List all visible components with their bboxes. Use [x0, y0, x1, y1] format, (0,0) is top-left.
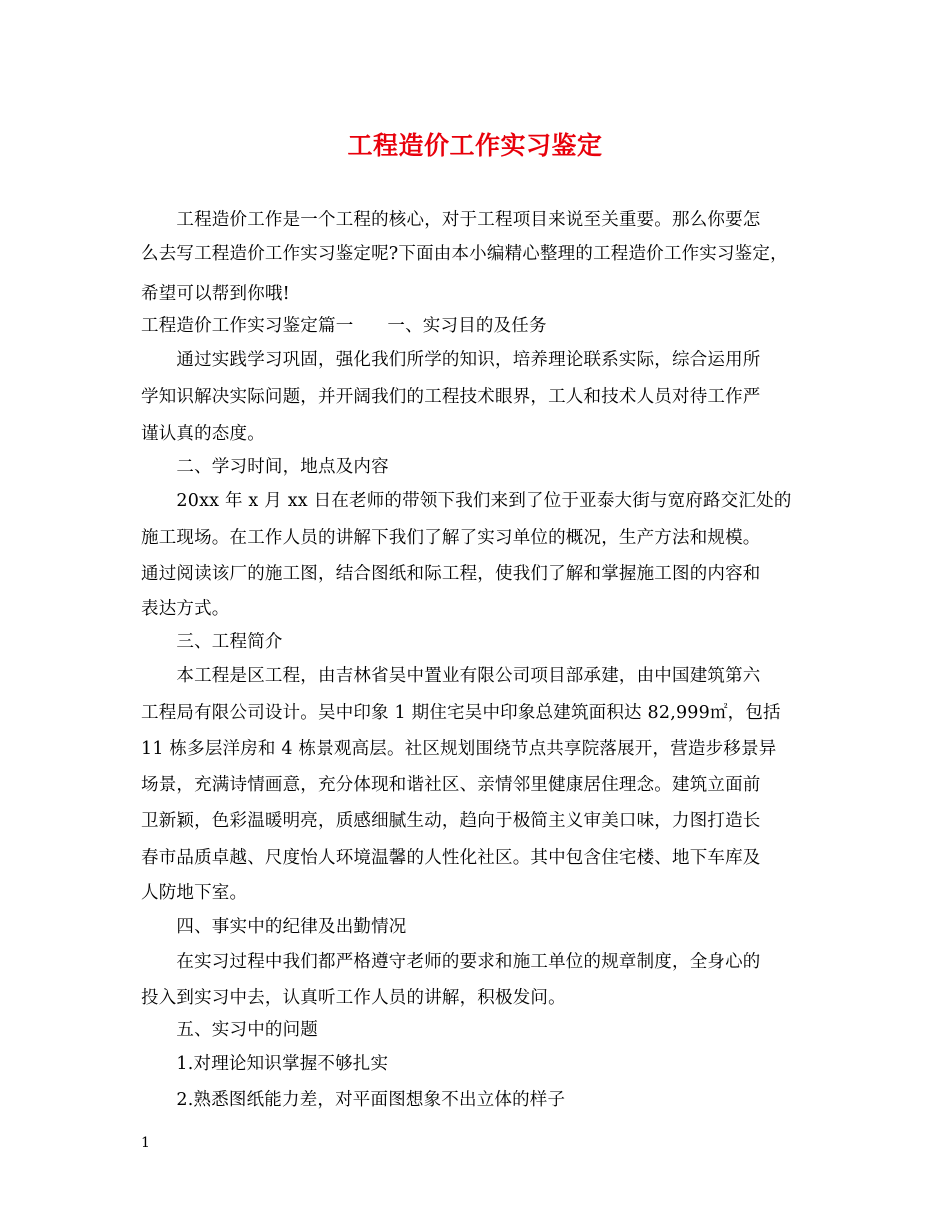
paragraph-line: 春市品质卓越、尺度怡人环境温馨的人性化社区。其中包含住宅楼、地下车库及: [141, 848, 761, 868]
paragraph-line: 通过阅读该厂的施工图，结合图纸和际工程，使我们了解和掌握施工图的内容和: [141, 564, 761, 584]
paragraph-line: 在实习过程中我们都严格遵守老师的要求和施工单位的规章制度，全身心的: [141, 952, 761, 972]
paragraph-line: 工程局有限公司设计。吴中印象 1 期住宅吴中印象总建筑面积达 82,999㎡，包括: [141, 703, 781, 723]
paragraph-line: 希望可以帮到你哦!: [141, 284, 290, 304]
paragraph-line: 投入到实习中去，认真听工作人员的讲解，积极发问。: [141, 988, 566, 1008]
paragraph-line: 表达方式。: [141, 599, 230, 619]
section-heading: 五、实习中的问题: [141, 1020, 318, 1040]
page-number: 1: [141, 1135, 150, 1151]
article-heading: 工程造价工作实习鉴定篇一: [141, 316, 354, 336]
paragraph-line: 20xx 年 x 月 xx 日在老师的带领下我们来到了位于亚泰大街与宽府路交汇处的: [141, 491, 792, 511]
section-heading: 二、学习时间，地点及内容: [141, 457, 389, 477]
section-heading: 三、工程简介: [141, 632, 283, 652]
heading-line: [141, 314, 821, 338]
section-heading: 一、实习目的及任务: [387, 316, 547, 336]
paragraph-line: 场景，充满诗情画意，充分体现和谐社区、亲情邻里健康居住理念。建筑立面前: [141, 775, 761, 795]
paragraph-line: 么去写工程造价工作实习鉴定呢?下面由本小编精心整理的工程造价工作实习鉴定，: [141, 244, 788, 264]
paragraph-line: 本工程是区工程，由吉林省吴中置业有限公司项目部承建，由中国建筑第六: [141, 666, 761, 686]
paragraph-line: 通过实践学习巩固，强化我们所学的知识，培养理论联系实际，综合运用所: [141, 350, 761, 370]
paragraph-line: 卫新颖，色彩温暖明亮，质感细腻生动，趋向于极简主义审美口味，力图打造长: [141, 811, 761, 831]
list-item: 2.熟悉图纸能力差，对平面图想象不出立体的样子: [141, 1090, 566, 1110]
list-item: 1.对理论知识掌握不够扎实: [141, 1054, 389, 1074]
paragraph-line: 工程造价工作是一个工程的核心，对于工程项目来说至关重要。那么你要怎: [141, 210, 761, 230]
paragraph-line: 11 栋多层洋房和 4 栋景观高层。社区规划围绕节点共享院落展开，营造步移景异: [141, 739, 777, 759]
document-title: 工程造价工作实习鉴定: [347, 131, 603, 160]
section-heading: 四、事实中的纪律及出勤情况: [141, 917, 407, 937]
paragraph-line: 谨认真的态度。: [141, 424, 265, 444]
paragraph-line: 学知识解决实际问题，并开阔我们的工程技术眼界，工人和技术人员对待工作严: [141, 387, 761, 407]
paragraph-line: 人防地下室。: [141, 883, 248, 903]
paragraph-line: 施工现场。在工作人员的讲解下我们了解了实习单位的概况，生产方法和规模。: [141, 528, 761, 548]
